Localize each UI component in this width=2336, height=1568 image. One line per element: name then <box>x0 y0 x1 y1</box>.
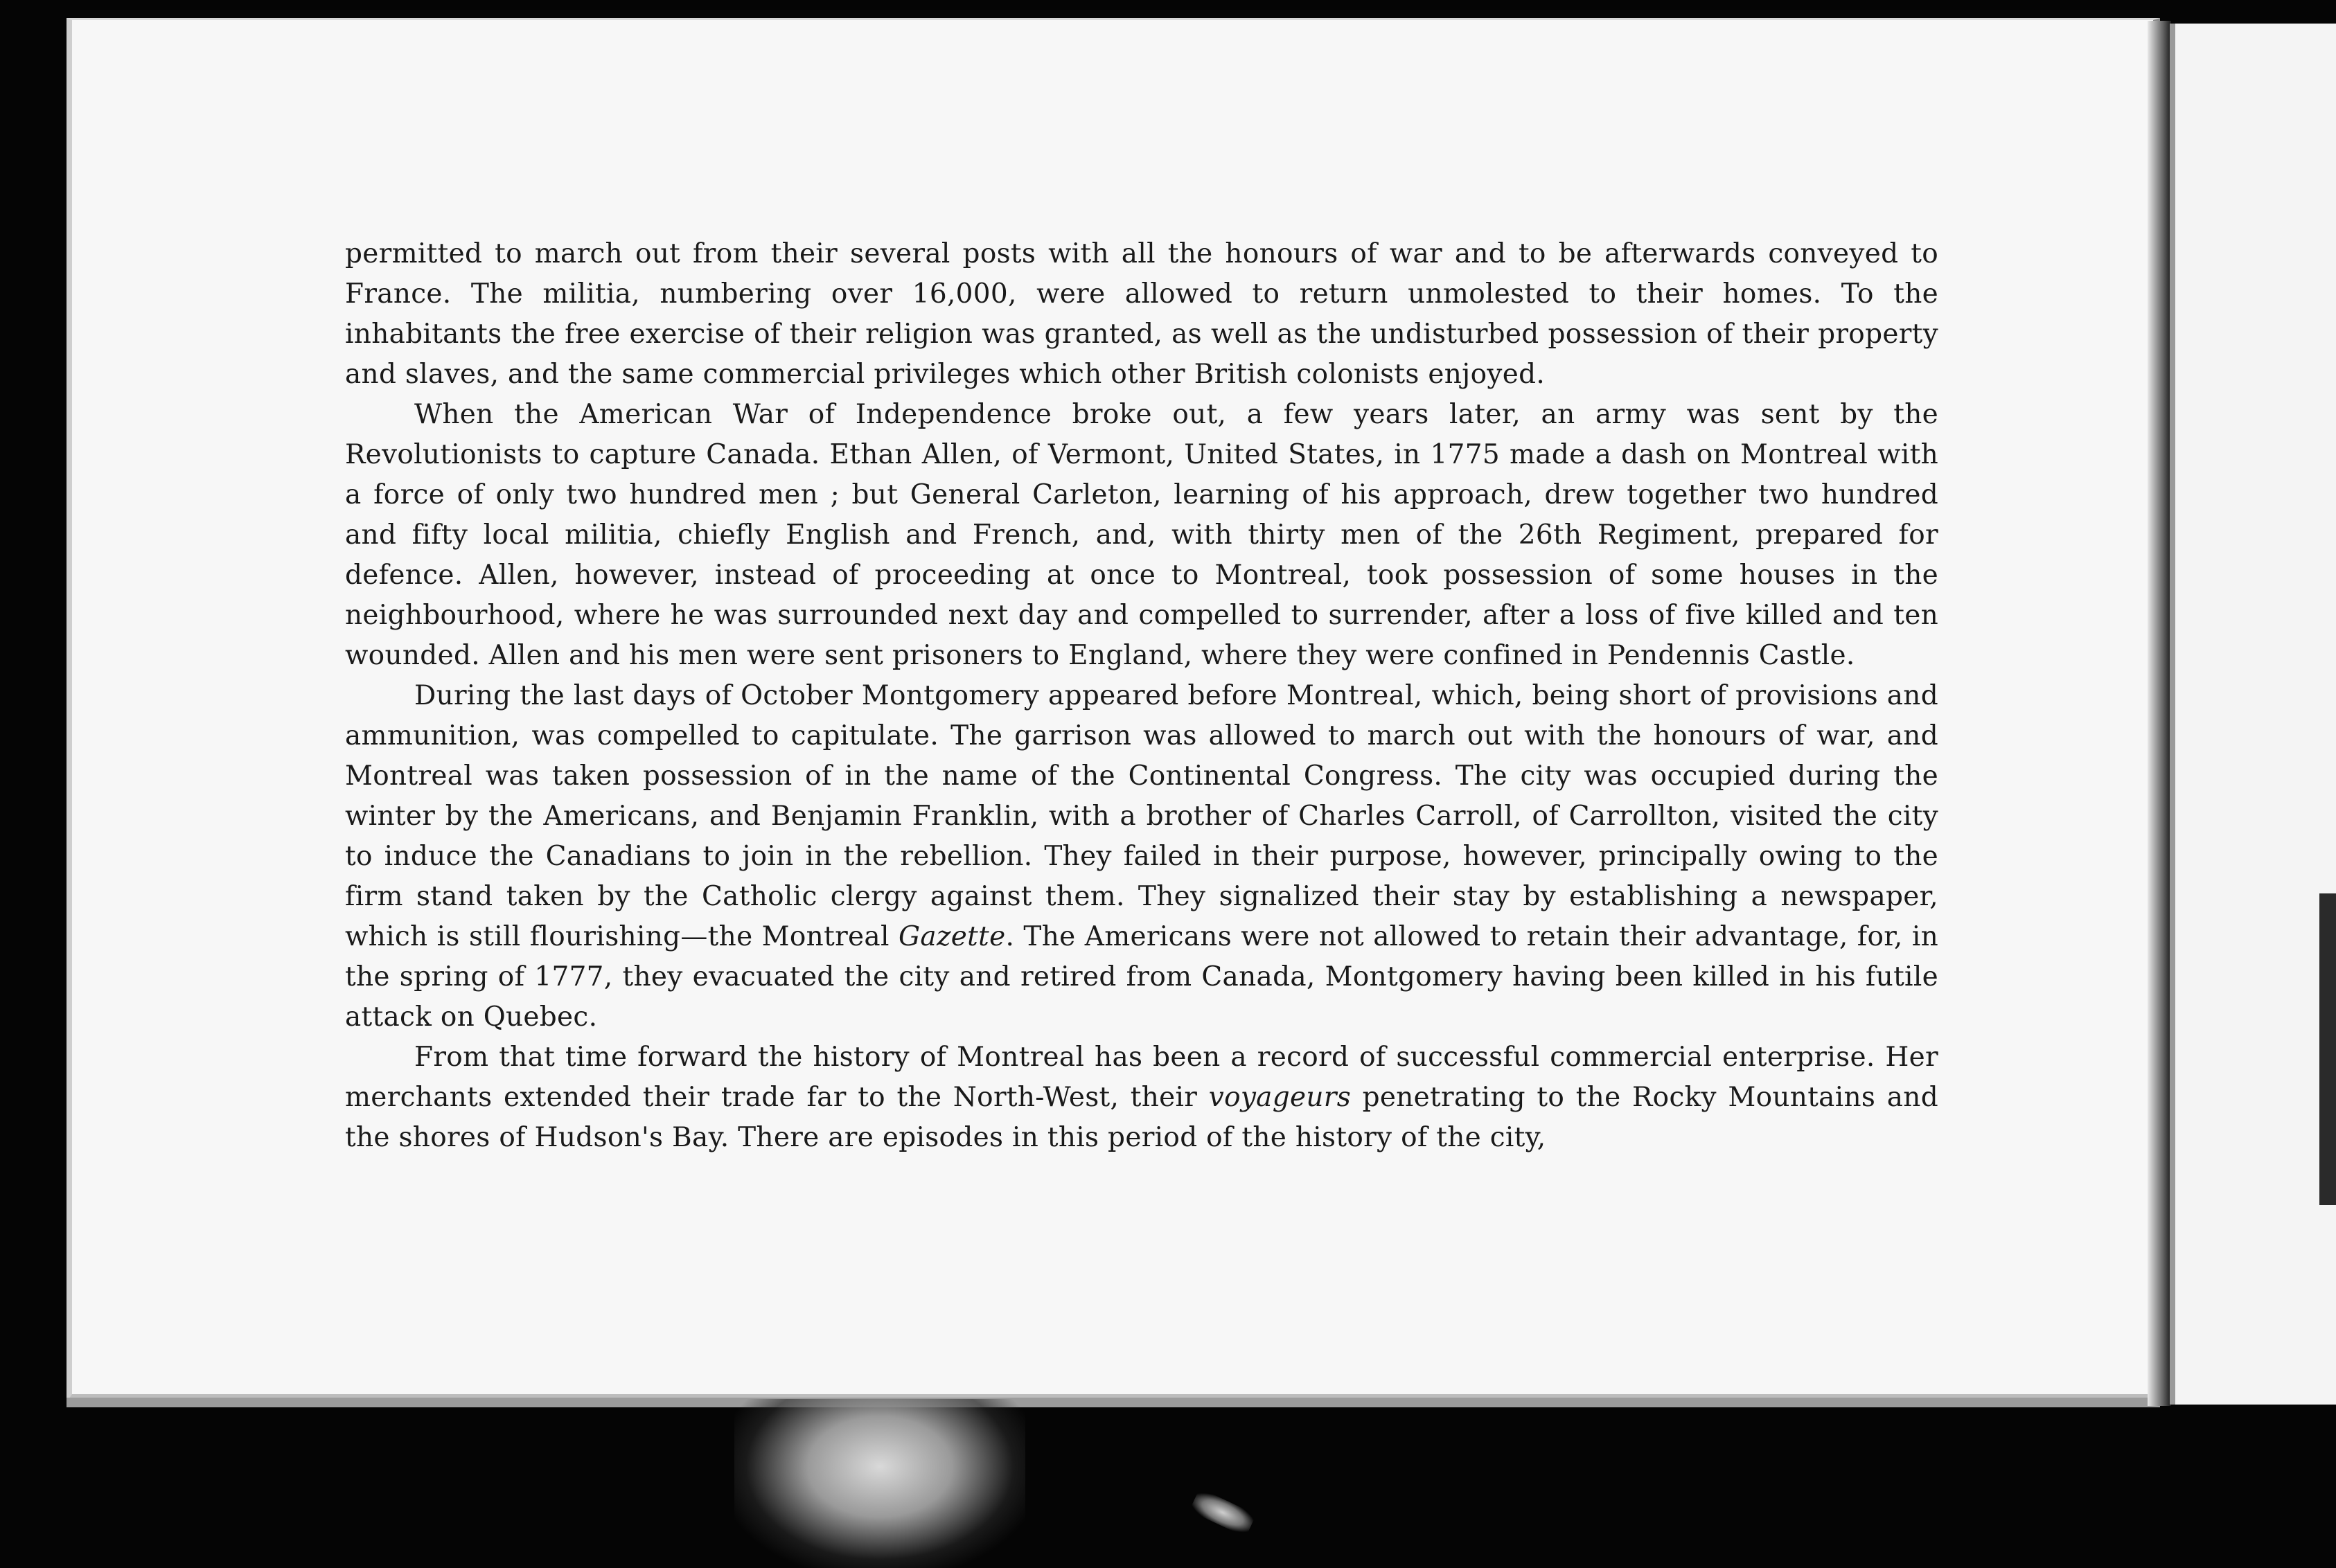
page-bottom-edge <box>67 1398 2160 1407</box>
text-segment: . The Americans were not allowed to retain their advantage, for, in the spring of 1777, they evacuated the city and retired from Canada, Montgomery having been killed in his futile attack on Quebec. <box>345 921 1939 1033</box>
torn-paper-debris <box>734 1399 1025 1568</box>
paragraph <box>345 395 1938 676</box>
paragraph <box>345 234 1938 395</box>
paragraph <box>345 676 1938 1037</box>
italic-text-segment: Gazette <box>898 921 1006 952</box>
paragraph <box>345 1037 1938 1158</box>
text-segment: From that time forward the history of Montreal has been a record of successful commercial enterprise. Her merchants extended their trade far to the North-West, their <box>345 1042 1938 1113</box>
paper-scrap <box>1189 1488 1257 1538</box>
text-segment: During the last days of October Montgomery appeared before Montreal, which, being short of provisions and ammunition, was compelled to capitulate. The garrison was allowed to march out with the honours of war, and Montreal was taken possession of in the name of the Continental Congress. The city was occupied during the winter by the Americans, and Benjamin Franklin, with a brother of Charles Carroll, of Carrollton, visited the city to induce the Canadians to join in the rebellion. They failed in their purpose, however, principally owing to the firm stand taken by the Catholic clergy against them. They signalized their stay by establishing a newspaper, which is still flourishing—the Montreal <box>345 680 1938 952</box>
body-text <box>345 234 1938 1158</box>
right-page-photo-fragment <box>2319 893 2336 1205</box>
text-segment: permitted to march out from their several posts with all the honours of war and to be afterwards conveyed to France. The militia, numbering over 16,000, were allowed to return unmolested to their homes. To the inhabitants the free exercise of their religion was granted, as well as the undisturbed possession of their property and slaves, and the same commercial privileges which other British colonists enjoyed. <box>345 238 1938 390</box>
italic-text-segment: voyageurs <box>1208 1082 1352 1113</box>
text-segment: penetrating to the Rocky Mountains and the shores of Hudson's Bay. There are episodes in this period of the history of the city, <box>345 1082 1938 1153</box>
text-segment: When the American War of Independence broke out, a few years later, an army was sent by the Revolutionists to capture Canada. Ethan Allen, of Vermont, United States, in 1775 made a dash on Montreal with a force of only two hundred men ; but General Carleton, learning of his approach, drew together two hundred and fifty local militia, chiefly English and French, and, with thirty men of the 26th Regiment, prepared for defence. Allen, however, instead of proceeding at once to Montreal, took possession of some houses in the neighbourhood, where he was surrounded next day and compelled to surrender, after a loss of five killed and ten wounded. Allen and his men were sent prisoners to England, where they were confined in Pendennis Castle. <box>345 399 1938 671</box>
book-binding-edge <box>2148 21 2171 1406</box>
right-page-edge <box>2170 24 2336 1405</box>
